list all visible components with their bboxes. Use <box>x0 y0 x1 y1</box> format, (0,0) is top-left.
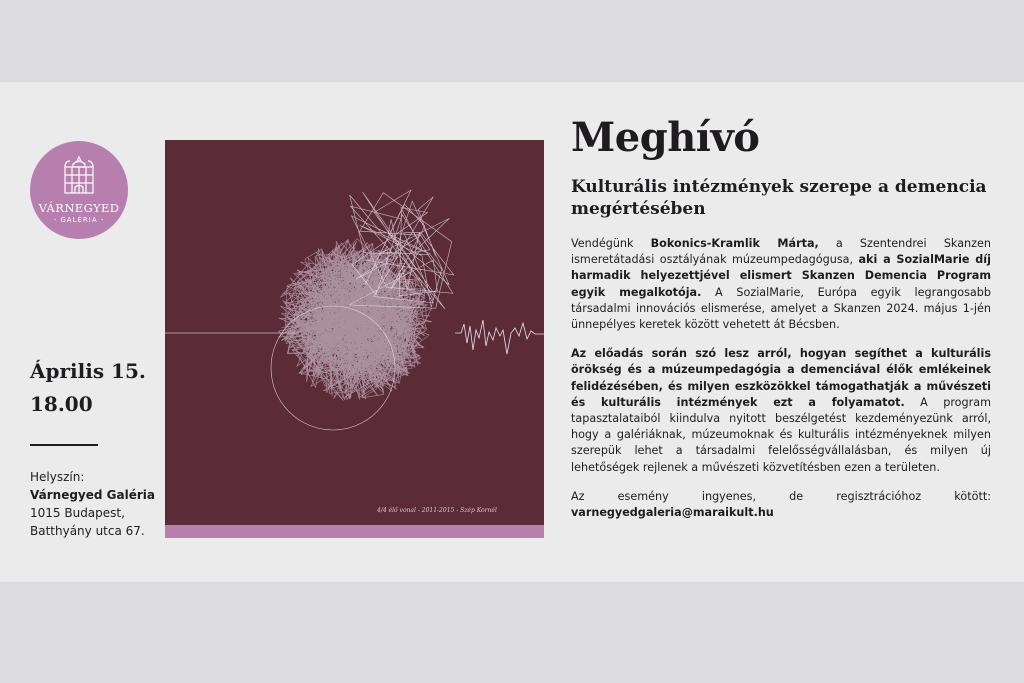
event-date: Április 15. <box>30 359 146 383</box>
registration-email: varnegyedgaleria@maraikult.hu <box>571 506 774 520</box>
venue-block <box>30 468 170 540</box>
event-time: 18.00 <box>30 392 93 416</box>
venue-name: Várnegyed Galéria <box>30 488 155 502</box>
artwork-strip <box>165 525 544 538</box>
venue-address-line1: 1015 Budapest, <box>30 506 125 520</box>
invitation-text <box>571 112 991 534</box>
gallery-logo <box>30 141 128 239</box>
page-subtitle: Kulturális intézmények szerepe a demencia megértésében <box>571 177 987 219</box>
page-title: Meghívó <box>571 114 760 161</box>
venue-address-line2: Batthyány utca 67. <box>30 524 145 538</box>
logo-subtitle: - GALÉRIA - <box>53 216 105 224</box>
paragraph-registration: Az esemény ingyenes, de regisztrációhoz kötött: varnegyedgaleria@maraikult.hu <box>571 489 991 520</box>
venue-label: Helyszín: <box>30 470 85 484</box>
logo-name: VÁRNEGYED <box>38 201 120 215</box>
artwork-image <box>165 140 544 538</box>
invitation-body <box>571 236 991 521</box>
castle-emblem-icon <box>60 155 98 197</box>
artwork-pulse-line <box>455 320 544 354</box>
paragraph-topic: Az előadás során szó lesz arról, hogyan segíthet a kulturális örökség és a múzeumpedagógia a demenciával élők emlékeinek felidézésében, és milyen eszközökkel támogathatják a művészeti és kulturális intézmények ezt a folyamatot. A program tapasztalataiból kiindulva nyitott beszélgetést kezdeményezünk arról, hogy a galériáknak, múzeumoknak és kulturális intézményeknek milyen szerepük lehet a társadalmi felelősségvállalásban, és milyen új lehetőségek rejlenek a művészeti közvetítésben ezen a területen. <box>571 347 991 474</box>
artwork-signature: 4/4 élő vonal - 2011-2015 - Szép Kornél <box>377 507 497 514</box>
divider <box>30 444 98 446</box>
event-datetime <box>30 355 160 421</box>
paragraph-guest: Vendégünk Bokonics-Kramlik Márta, a Szentendrei Skanzen ismeretátadási osztályának múzeumpedagógusa, aki a SozialMarie díj harmadik helyezettjével elismert Skanzen Demencia Program egyik megalkotója. A SozialMarie, Európa egyik legrangosabb társadalmi innovációs elismerése, amelyet a Skanzen 2024. május 1-jén ünnepélyes keretek között vehetett át Bécsben. <box>571 237 991 332</box>
